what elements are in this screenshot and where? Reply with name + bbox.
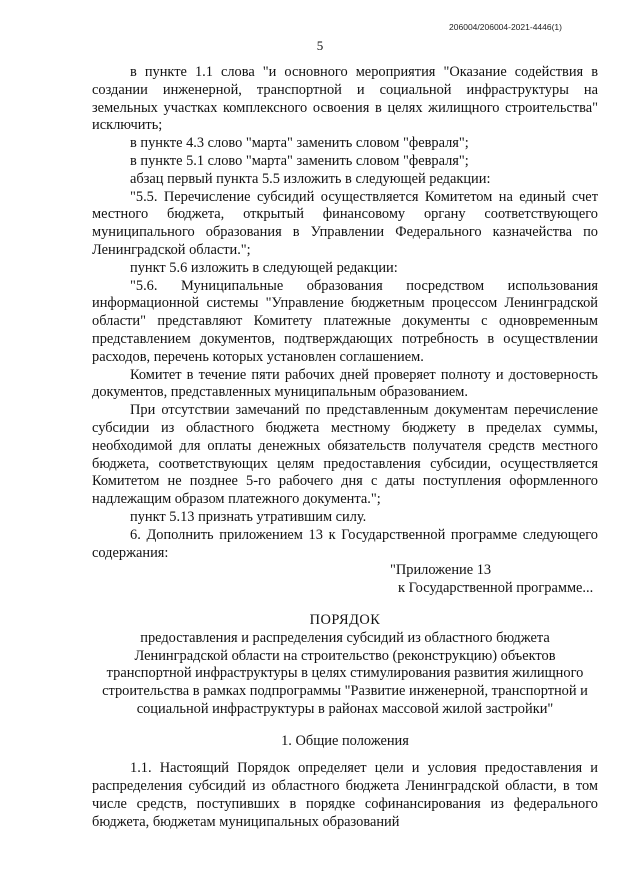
paragraph: Комитет в течение пяти рабочих дней проверяет полноту и достоверность документов, представленных муниципальным образованием.	[92, 366, 598, 401]
paragraph: в пункте 5.1 слово "марта" заменить словом "февраля";	[130, 152, 469, 169]
paragraph: пункт 5.13 признать утратившим силу.	[130, 508, 367, 525]
paragraph: "5.6. Муниципальные образования посредством использования информационной системы "Управление бюджетным процессом Ленинградской области" представляют Комитету платежные документы с одновременным представлением документов, подтверждающих потребность в осуществлении расходов, перечень которых установлен соглашением.	[92, 277, 598, 365]
section-heading: 1. Общие положения	[281, 732, 409, 749]
section-paragraph: 1.1. Настоящий Порядок определяет цели и условия предоставления и распределения субсидий из областного бюджета Ленинградской области, в том числе средств, поступивших в порядке софинансирования из федерального бюджета, бюджетам муниципальных образований	[92, 760, 598, 830]
paragraph: При отсутствии замечаний по представленным документам перечисление субсидии из областного бюджета местному бюджету в пределах суммы, необходимой для оплаты денежных обязательств получателя средств местного бюджета, соответствующих целям предоставления субсидии, осуществляется Комитетом не позднее 5-го рабочего дня с даты поступления оформленного надлежащим образом платежного документа.";	[92, 402, 598, 508]
document-subtitle: предоставления и распределения субсидий из областного бюджета Ленинградской области на строительство (реконструкцию) объектов транспортной инфраструктуры в целях стимулирования развития жилищного строительства в рамках подпрограммы "Развитие инженерной, транспортной и социальной инфраструктуры в районах массовой жилой застройки"	[102, 629, 588, 717]
page-number: 5	[316, 38, 324, 53]
paragraph: абзац первый пункта 5.5 изложить в следующей редакции:	[130, 170, 491, 187]
paragraph: в пункте 4.3 слово "марта" заменить словом "февраля";	[130, 135, 469, 152]
document-id: 206004/206004-2021-4446(1)	[449, 22, 562, 32]
document-body	[92, 64, 598, 832]
paragraph: 6. Дополнить приложением 13 к Государственной программе следующего содержания:	[92, 526, 598, 561]
paragraph: "5.5. Перечисление субсидий осуществляется Комитетом на единый счет местного бюджета, открытый финансовому органу соответствующего муниципального образования в Управлении Федерального казначейства по Ленинградской области.";	[92, 188, 598, 258]
document-title: ПОРЯДОК	[309, 611, 381, 628]
paragraph: в пункте 1.1 слова "и основного мероприятия "Оказание содействия в создании инженерной, транспортной и социальной инфраструктуры на земельных участках комплексного освоения в целях жилищного строительства" исключить;	[92, 64, 598, 134]
attachment-line-2: к Государственной программе...	[398, 580, 594, 597]
paragraph: пункт 5.6 изложить в следующей редакции:	[130, 259, 398, 276]
attachment-line-1: "Приложение 13	[390, 562, 492, 579]
